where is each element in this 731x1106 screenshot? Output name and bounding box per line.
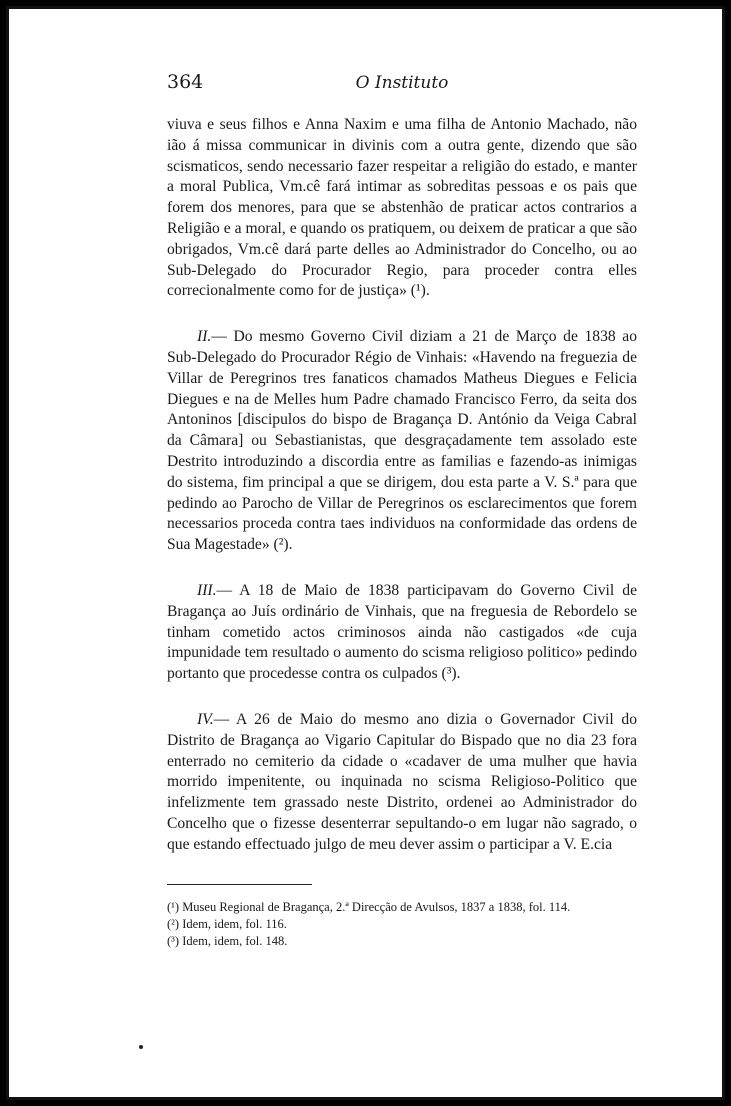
footnote-1: (¹) Museu Regional de Bragança, 2.ª Direcção de Avulsos, 1837 a 1838, fol. 114. (167, 899, 571, 914)
paragraph-text: — A 18 de Maio de 1838 participavam do Governo Civil de Bragança ao Juís ordinário de Vinhais, que na freguesia de Rebordelo se tinham cometido actos criminosos ainda não castigados «de cuja impunidade tem resultado o aumento do scisma religioso politico» pedindo portanto que procedesse contra os culpados (³). (167, 581, 637, 683)
footnote-divider (167, 884, 312, 885)
paragraph-continuation (167, 115, 637, 302)
paragraph-numeral: II. (197, 328, 212, 346)
paragraph-numeral: IV. (197, 710, 214, 728)
speck-mark (139, 1045, 143, 1049)
page-number: 364 (167, 71, 204, 93)
paragraph-iv (167, 710, 637, 856)
footnotes (167, 899, 637, 950)
page-header (167, 71, 637, 97)
paragraph-ii (167, 327, 637, 556)
footnote-3: (³) Idem, idem, fol. 148. (167, 933, 288, 948)
printed-page (167, 71, 637, 950)
paragraph-iii (167, 581, 637, 685)
paragraph-text: — A 26 de Maio do mesmo ano dizia o Governador Civil do Distrito de Bragança ao Vigario Capitular do Bispado que no dia 23 fora enterrado no cemiterio da cidade o «cadaver de uma mulher que havia morrido impenitente, ou inquinada no scisma Religioso-Politico que infelizmente tem grassado neste Distrito, ordenei ao Administrador do Concelho que o fizesse desenterrar sepultando-o em lugar não sagrado, o que estando effectuado julgo de meu dever assim o participar a V. E.cia (167, 710, 637, 853)
paragraph-numeral: III. (197, 581, 217, 599)
paragraph-text: viuva e seus filhos e Anna Naxim e uma filha de Antonio Machado, não ião á missa communicar in divinis com a outra gente, dizendo que são scismaticos, sendo necessario fazer respeitar a religião do estado, e manter a moral Publica, Vm.cê fará intimar as sobreditas pessoas e os pais que forem dos menores, para que se abstenhão de praticar actos contrarios a Religião e a moral, e quando os pratiquem, ou deixem de praticar a que são obrigados, Vm.cê dará parte delles ao Administrador do Concelho, ou ao Sub-Delegado do Procurador Regio, para proceder contra elles correcionalmente como for de justiça» (¹). (167, 116, 637, 300)
page (6, 6, 725, 1100)
paragraph-text: — Do mesmo Governo Civil diziam a 21 de Março de 1838 ao Sub-Delegado do Procurador Régio de Vinhais: «Havendo na freguezia de Villar de Peregrinos tres fanaticos chamados Matheus Diegues e Felicia Diegues e na de Melles hum Padre chamado Francisco Ferro, da seita dos Antoninos [discipulos do bispo de Bragança D. António da Veiga Cabral da Câmara] ou Sebastianistas, que desgraçadamente tem assolado este Destrito introduzindo a discordia entre as familias e fazendo-as inimigas do sistema, fim principal a que se dirigem, dou esta parte a V. S.ª para que pedindo ao Parocho de Villar de Peregrinos os esclarecimentos que forem necessarios proceda contra taes individuos na conformidade das ordens de Sua Magestade» (²). (167, 328, 637, 554)
body-text (167, 115, 637, 856)
footnote-2: (²) Idem, idem, fol. 116. (167, 916, 287, 931)
running-title: O Instituto (355, 73, 449, 93)
